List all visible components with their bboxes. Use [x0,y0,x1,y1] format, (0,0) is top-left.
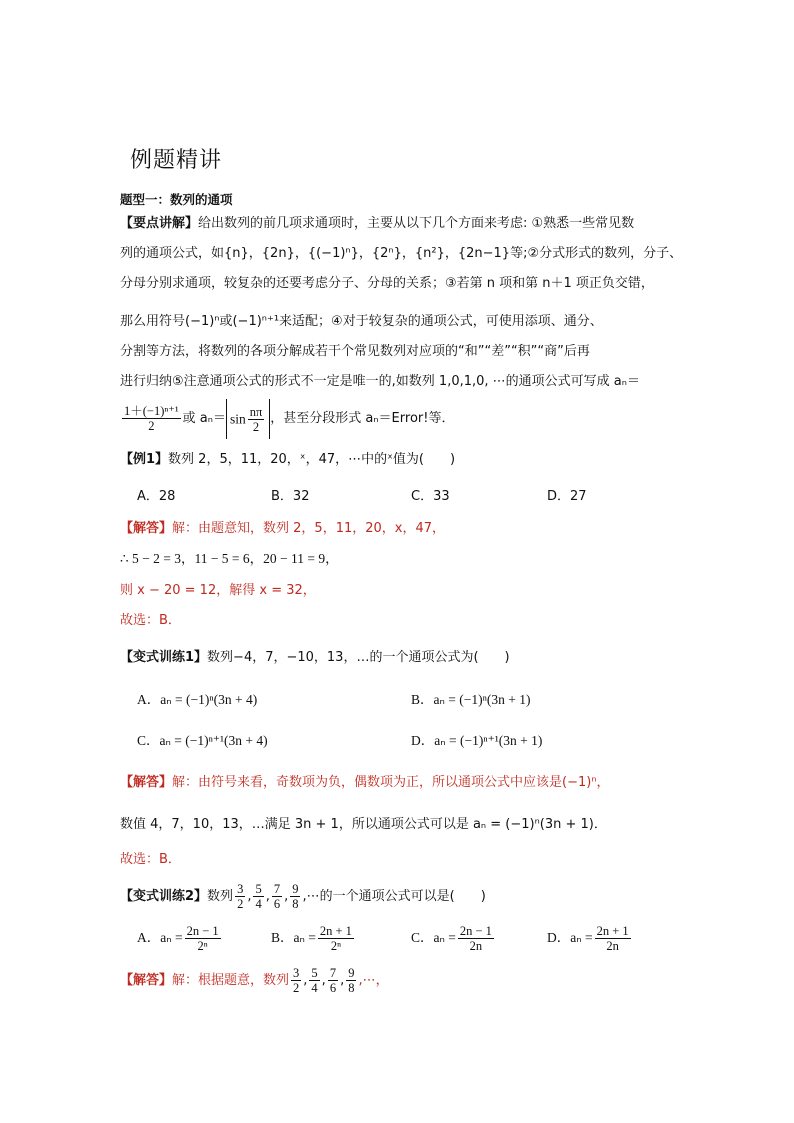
fraction-2-denominator: 2 [252,419,260,434]
key-points-label: 【要点讲解】 [120,216,199,231]
option-d-num: 2n + 1 [596,924,629,938]
answer-seq-den-3: 6 [329,981,337,995]
seq-num-4: 9 [292,882,299,896]
section-heading: 题型一：数列的通项 [120,192,233,207]
answer-seq-fraction-4 [346,966,356,995]
answer-seq-den-1: 2 [293,981,300,995]
example-1-option-b[interactable]: B．32 [271,489,310,504]
variant-2-seq-fraction-3 [272,882,282,911]
option-a-num: 2n − 1 [186,924,219,938]
page-title: 例题精讲 [130,148,223,173]
example-1-answer-text-1: 解：由题意知，数列 2，5，11，20，x，47， [172,521,446,536]
key-points-line-1 [120,214,634,234]
variant-1-option-a[interactable]: A．aₙ = (−1)ⁿ(3n + 4) [137,692,258,707]
seq-den-1: 2 [237,897,244,911]
variant-2-answer-prefix: 解：根据题意，数列 [172,973,290,988]
variant-1-option-d[interactable]: D．aₙ = (−1)ⁿ⁺¹(3n + 1) [411,733,543,748]
variant-2-suffix: ,⋯的一个通项公式可以是( ) [302,889,486,904]
example-1-answer-label: 【解答】 [120,521,173,536]
variant-2-option-b-label: B．aₙ = [271,930,316,945]
answer-seq-num-2: 5 [311,966,318,980]
seq-den-3: 6 [273,897,281,911]
absolute-value [226,399,270,439]
example-1-answer-line-1 [120,519,445,539]
variant-1-option-b[interactable]: B．aₙ = (−1)ⁿ(3n + 1) [411,692,531,707]
example-1-option-a[interactable]: A．28 [137,489,176,504]
key-points-line-4: 那么用符号(−1)ⁿ或(−1)ⁿ⁺¹来适配；④对于较复杂的通项公式，可使用添项、通分、 [120,314,603,329]
variant-2-option-a-fraction [185,924,221,953]
key-points-text-1: 给出数列的前几项求通项时，主要从以下几个方面来考虑: ①熟悉一些常见数 [198,216,635,231]
variant-1-answer-line-2: 数值 4，7，10，13，…满足 3n + 1，所以通项公式可以是 aₙ = (−1)ⁿ(3n + 1)． [120,817,607,832]
example-1-answer-text-3a: 则 x − 20 = 12， [120,583,230,598]
fraction-2 [248,405,265,434]
example-1-text: 数列 2，5，11，20，ˣ，47，⋯中的ˣ值为( ) [168,452,456,467]
option-b-num: 2n + 1 [319,924,352,938]
answer-seq-num-1: 3 [293,966,300,980]
variant-2-option-d-fraction [595,924,631,953]
variant-2-option-a[interactable] [137,922,223,955]
key-points-line-5: 分割等方法，将数列的各项分解成若干个常见数列对应项的“和”“差”“积”“商”后再 [120,344,590,359]
variant-2-answer-label: 【解答】 [120,973,173,988]
variant-2-question: 【变式训练2】数列 $\frac{3}{2}$ , $\frac{5}{4}$ , $\frac{7}{6}$ , $\frac{9}{8}$ ,⋯的一个通项公式可以是( ) [120,882,486,911]
answer-seq-fraction-3 [328,966,338,995]
variant-2-option-b[interactable] [271,922,356,955]
answer-seq-den-2: 4 [311,981,318,995]
variant-1-label: 【变式训练1】 [120,650,208,665]
option-a-den: 2ⁿ [197,939,208,953]
example-1-option-c[interactable]: C．33 [411,489,450,504]
option-c-den: 2n [469,939,483,953]
answer-seq-den-4: 8 [348,981,355,995]
seq-den-2: 4 [255,897,262,911]
key-points-line-2: 列的通项公式，如{n}，{2n}，{(−1)ⁿ}，{2ⁿ}，{n²}，{2n−1}等;②分式形式的数列，分子、 [120,246,683,261]
variant-2-option-c[interactable] [411,922,496,955]
option-b-den: 2ⁿ [330,939,341,953]
example-1-label: 【例1】 [120,452,169,467]
example-1-answer-text-3b: 解得 x = 32， [229,583,316,598]
answer-seq-fraction-2 [309,966,319,995]
variant-1-option-c[interactable]: C．aₙ = (−1)ⁿ⁺¹(3n + 4) [137,733,268,748]
variant-2-option-c-fraction [458,924,494,953]
key-points-line-3: 分母分别求通项，较复杂的还要考虑分子、分母的关系；③若第 n 项和第 n＋1 项正负交错， [120,276,654,291]
key-points-tail: ，甚至分段形式 aₙ＝Error!等． [270,411,455,426]
example-1-choice: 故选：B． [120,613,181,628]
variant-2-option-b-fraction [318,924,354,953]
key-points-line-7 [120,398,454,440]
variant-1-answer-line-1 [120,773,610,793]
fraction-1 [122,404,181,433]
key-points-line-6: 进行归纳⑤注意通项公式的形式不一定是唯一的,如数列 1,0,1,0, ⋯的通项公式可写成 aₙ＝ [120,374,640,389]
variant-2-seq-fraction-1 [235,882,245,911]
answer-seq-num-4: 9 [348,966,355,980]
variant-2-option-a-label: A．aₙ = [137,930,183,945]
example-1-question [120,450,455,470]
variant-1-question [120,648,510,668]
answer-seq-num-3: 7 [329,966,337,980]
option-c-num: 2n − 1 [459,924,492,938]
variant-1-text: 数列−4，7，−10，13，…的一个通项公式为( ) [207,650,510,665]
example-1-answer-line-2: ∴ 5 − 2 = 3，11 − 5 = 6，20 − 11 = 9， [120,551,339,566]
fraction-2-numerator: nπ [249,404,263,419]
sin-label: sin [229,411,246,426]
variant-2-prefix: 数列 [207,889,234,904]
variant-1-answer-text-1: 解：由符号来看，奇数项为负，偶数项为正，所以通项公式中应该是(−1)ⁿ， [172,775,610,790]
option-d-den: 2n [606,939,619,953]
variant-2-label: 【变式训练2】 [120,889,208,904]
variant-2-option-c-label: C．aₙ = [411,930,456,945]
fraction-1-numerator: 1＋(−1)ⁿ⁺¹ [124,404,179,418]
seq-den-4: 8 [292,897,299,911]
variant-2-answer-suffix: ,⋯， [358,973,389,988]
seq-num-1: 3 [237,882,244,896]
variant-1-answer-label: 【解答】 [120,775,173,790]
example-1-answer-line-3 [120,581,316,601]
answer-seq-fraction-1 [291,966,301,995]
variant-2-option-d-label: D．aₙ = [547,930,593,945]
variant-2-seq-fraction-2 [253,882,263,911]
example-1-option-d[interactable]: D．27 [547,489,587,504]
key-points-or: 或 aₙ＝ [182,411,226,426]
variant-2-seq-fraction-4 [290,882,300,911]
variant-2-answer-line-1: 【解答】解：根据题意，数列 $\frac{3}{2}$ , $\frac{5}{4}$ , $\frac{7}{6}$ , $\frac{9}{8}$ ,⋯， [120,966,389,995]
variant-1-choice: 故选：B． [120,852,181,867]
variant-2-option-d[interactable] [547,922,633,955]
seq-num-2: 5 [255,882,262,896]
fraction-1-denominator: 2 [148,419,155,433]
seq-num-3: 7 [273,882,281,896]
